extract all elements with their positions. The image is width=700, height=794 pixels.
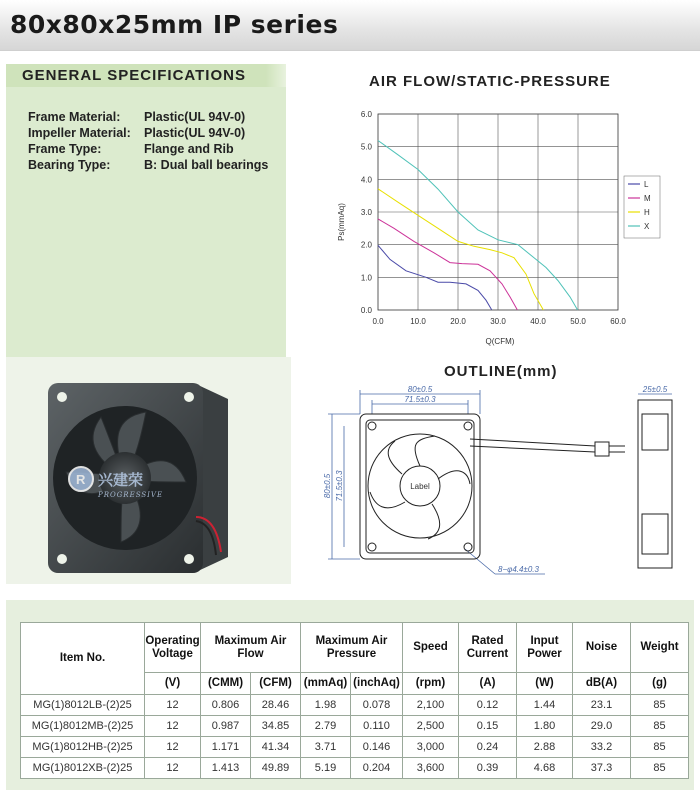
spec-label: Frame Type:	[28, 142, 102, 156]
legend-label: M	[644, 194, 651, 203]
chart-legend	[624, 176, 660, 238]
table-cell: 28.46	[251, 695, 301, 716]
table-cell: 1.44	[517, 695, 573, 716]
table-cell: 3.71	[301, 737, 351, 758]
table-row	[21, 737, 689, 758]
table-cell: 85	[631, 737, 689, 758]
general-specifications-heading	[6, 64, 286, 87]
table-cell: MG(1)8012MB-(2)25	[21, 716, 145, 737]
general-specifications-title: GENERAL SPECIFICATIONS	[22, 67, 246, 84]
header-airflow: Maximum Air Flow	[201, 623, 301, 673]
unit-cell: (A)	[459, 673, 517, 695]
outline-label-text: Label	[410, 482, 430, 491]
table-cell: 1.171	[201, 737, 251, 758]
specifications-table-area	[6, 600, 694, 790]
table-cell: 3,600	[403, 758, 459, 779]
spec-label: Bearing Type:	[28, 158, 111, 172]
x-tick-label: 10.0	[410, 317, 426, 326]
page-title: 80x80x25mm IP series	[10, 10, 339, 39]
table-cell: 0.110	[351, 716, 403, 737]
table-cell: 12	[145, 695, 201, 716]
dim-hole-spacing-vertical: 71.5±0.3	[335, 470, 344, 502]
airflow-chart-title: AIR FLOW/STATIC-PRESSURE	[369, 73, 611, 90]
x-tick-label: 0.0	[372, 317, 384, 326]
dim-depth: 25±0.5	[642, 385, 668, 394]
brand-logo-cn: 兴建荣	[98, 471, 144, 489]
table-cell: MG(1)8012HB-(2)25	[21, 737, 145, 758]
table-row	[21, 758, 689, 779]
airflow-chart	[330, 102, 670, 350]
x-tick-label: 60.0	[610, 317, 626, 326]
series-line-h	[378, 189, 543, 310]
legend-label: H	[644, 208, 650, 217]
table-cell: MG(1)8012XB-(2)25	[21, 758, 145, 779]
table-cell: 85	[631, 716, 689, 737]
header-weight: Weight	[631, 623, 689, 673]
spec-value: B: Dual ball bearings	[144, 158, 269, 172]
chart-ylabel: Ps(mmAq)	[337, 203, 346, 241]
table-cell: 4.68	[517, 758, 573, 779]
y-tick-label: 3.0	[360, 208, 372, 217]
y-tick-label: 5.0	[360, 142, 372, 152]
unit-cell: (CMM)	[201, 673, 251, 695]
table-header-row	[21, 623, 689, 673]
title-bar	[0, 0, 700, 51]
table-cell: 0.12	[459, 695, 517, 716]
unit-cell: (V)	[145, 673, 201, 695]
table-cell: 12	[145, 758, 201, 779]
table-cell: 33.2	[573, 737, 631, 758]
table-cell: 1.98	[301, 695, 351, 716]
dim-hole: 8−φ4.4±0.3	[498, 565, 539, 574]
svg-text:R: R	[76, 472, 86, 487]
y-tick-label: 0.0	[360, 306, 372, 315]
table-cell: 0.987	[201, 716, 251, 737]
y-tick-label: 4.0	[360, 175, 372, 185]
x-tick-label: 40.0	[530, 317, 546, 326]
table-cell: 0.146	[351, 737, 403, 758]
table-cell: 85	[631, 695, 689, 716]
fan-photo	[6, 357, 291, 584]
spec-value: Flange and Rib	[144, 142, 234, 156]
spec-label: Frame Material:	[28, 110, 121, 124]
spec-value: Plastic(UL 94V-0)	[144, 126, 246, 140]
table-cell: 1.80	[517, 716, 573, 737]
table-row	[21, 716, 689, 737]
header-power: Input Power	[517, 623, 573, 673]
table-cell: 2.88	[517, 737, 573, 758]
table-cell: 37.3	[573, 758, 631, 779]
unit-cell: (CFM)	[251, 673, 301, 695]
table-cell: 5.19	[301, 758, 351, 779]
table-cell: 41.34	[251, 737, 301, 758]
table-cell: 0.204	[351, 758, 403, 779]
x-tick-label: 20.0	[450, 317, 466, 326]
chart-ticks	[361, 110, 626, 326]
unit-cell: dB(A)	[573, 673, 631, 695]
outline-title: OUTLINE(mm)	[444, 363, 558, 380]
header-voltage: Operating Voltage	[145, 623, 201, 673]
table-cell: 12	[145, 737, 201, 758]
legend-box	[624, 176, 660, 238]
unit-cell: (W)	[517, 673, 573, 695]
table-cell: 2,100	[403, 695, 459, 716]
spec-label: Impeller Material:	[28, 126, 131, 140]
table-cell: 1.413	[201, 758, 251, 779]
dim-width: 80±0.5	[407, 385, 433, 394]
spec-value: Plastic(UL 94V-0)	[144, 110, 246, 124]
chart-xlabel: Q(CFM)	[485, 337, 515, 346]
header-current: Rated Current	[459, 623, 517, 673]
legend-label: L	[644, 180, 649, 189]
header-pressure: Maximum Air Pressure	[301, 623, 403, 673]
series-line-m	[378, 219, 517, 310]
unit-cell: (g)	[631, 673, 689, 695]
table-cell: 0.15	[459, 716, 517, 737]
series-line-l	[378, 245, 492, 310]
header-item-no: Item No.	[21, 623, 145, 695]
table-row	[21, 695, 689, 716]
y-tick-label: 6.0	[360, 110, 372, 119]
table-cell: 0.806	[201, 695, 251, 716]
table-cell: 12	[145, 716, 201, 737]
series-line-x	[378, 141, 578, 311]
table-cell: 2,500	[403, 716, 459, 737]
product-photo-panel	[6, 357, 291, 584]
unit-cell: (mmAq)	[301, 673, 351, 695]
outline-drawing	[320, 384, 695, 584]
legend-label: X	[644, 222, 650, 231]
y-tick-label: 2.0	[360, 240, 372, 250]
chart-grid	[378, 114, 618, 310]
unit-cell: (inchAq)	[351, 673, 403, 695]
table-cell: 29.0	[573, 716, 631, 737]
y-tick-label: 1.0	[360, 273, 372, 283]
table-cell: 0.24	[459, 737, 517, 758]
header-noise: Noise	[573, 623, 631, 673]
table-cell: 23.1	[573, 695, 631, 716]
x-tick-label: 50.0	[570, 317, 586, 326]
table-cell: 85	[631, 758, 689, 779]
table-cell: 0.078	[351, 695, 403, 716]
table-cell: 2.79	[301, 716, 351, 737]
dim-hole-spacing: 71.5±0.3	[404, 395, 436, 404]
chart-series	[378, 141, 578, 311]
brand-logo-en: PROGRESSIVE	[98, 491, 164, 499]
unit-cell: (rpm)	[403, 673, 459, 695]
general-specifications-panel	[6, 64, 286, 357]
table-cell: 34.85	[251, 716, 301, 737]
table-cell: 3,000	[403, 737, 459, 758]
specifications-table	[20, 622, 689, 779]
dim-height: 80±0.5	[323, 473, 332, 499]
table-cell: 49.89	[251, 758, 301, 779]
table-cell: 0.39	[459, 758, 517, 779]
header-speed: Speed	[403, 623, 459, 673]
x-tick-label: 30.0	[490, 317, 506, 326]
table-cell: MG(1)8012LB-(2)25	[21, 695, 145, 716]
